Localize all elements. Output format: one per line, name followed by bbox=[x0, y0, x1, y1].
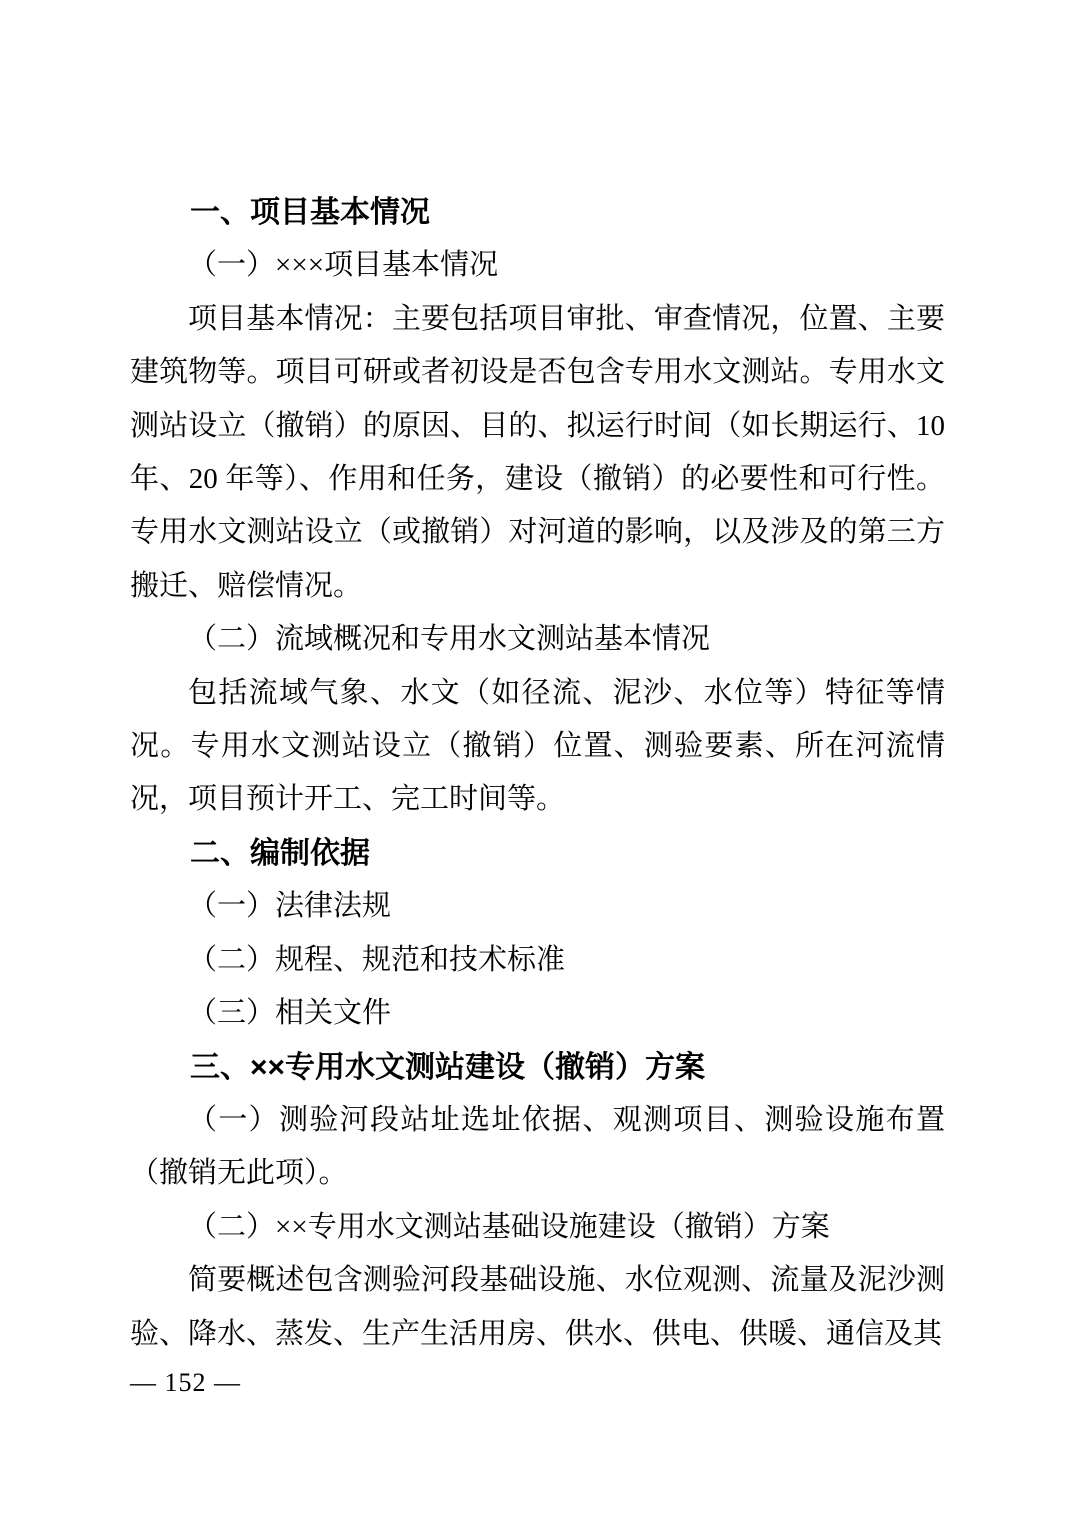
section-heading-compilation-basis: 二、编制依据 bbox=[190, 836, 370, 870]
paragraph-subsection-3-2-title: （二）××专用水文测站基础设施建设（撤销）方案 bbox=[188, 1210, 830, 1243]
paragraph-subsection-3-1: （一）测验河段站址选址依据、观测项目、测验设施布置（撤销无此项）。 bbox=[130, 1103, 945, 1190]
page-number: — 152 — bbox=[130, 1368, 241, 1397]
paragraph-standards: （二）规程、规范和技术标准 bbox=[188, 943, 566, 976]
paragraph-related-documents: （三）相关文件 bbox=[188, 997, 392, 1030]
paragraph-infrastructure-overview: 简要概述包含测验河段基础设施、水位观测、流量及泥沙测验、降水、蒸发、生产生活用房、供水、供电、供暖、通信及其 bbox=[130, 1264, 945, 1350]
paragraph-project-details: 项目基本情况：主要包括项目审批、审查情况，位置、主要建筑物等。项目可研或者初设是否包含专用水文测站。专用水文测站设立（撤销）的原因、目的、拟运行时间（如长期运行、10 年、20 年等）、作用和任务，建设（撤销）的必要性和可行性。专用水文测站设立（或撤销）对河道的影响，以及涉及的第三方搬迁、赔偿情况。 bbox=[130, 302, 945, 602]
paragraph-subsection-1-2-title: （二）流域概况和专用水文测站基本情况 bbox=[188, 623, 711, 656]
section-heading-project-basic-info: 一、项目基本情况 bbox=[190, 196, 430, 229]
paragraph-subsection-1-1-title: （一）×××项目基本情况 bbox=[188, 249, 499, 282]
document-body bbox=[130, 186, 945, 1361]
paragraph-basin-overview: 包括流域气象、水文（如径流、泥沙、水位等）特征等情况。专用水文测站设立（撤销）位置、测验要素、所在河流情况，项目预计开工、完工时间等。 bbox=[130, 676, 945, 816]
section-heading-station-construction-plan: 三、××专用水文测站建设（撤销）方案 bbox=[190, 1050, 706, 1084]
paragraph-laws-regulations: （一）法律法规 bbox=[188, 890, 392, 923]
